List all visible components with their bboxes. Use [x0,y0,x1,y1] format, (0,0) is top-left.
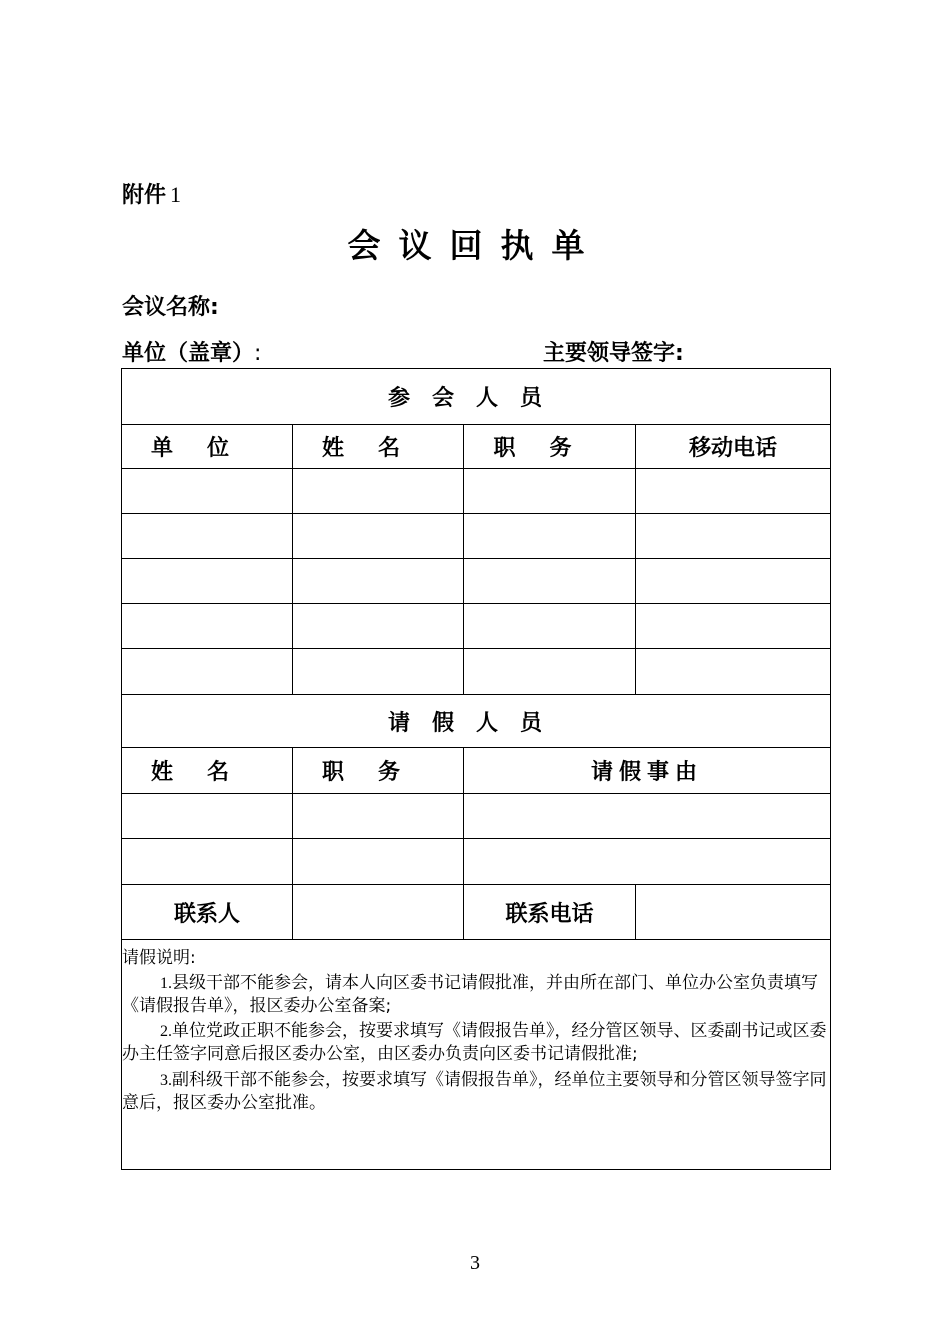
attendee-position-cell[interactable] [464,514,636,559]
note-number: 2. [160,1023,172,1040]
unit-colon: : [254,341,262,366]
note-item [122,1020,830,1066]
leave-header-reason: 请假事由 [464,748,831,794]
attendee-row [122,559,831,604]
leave-position-cell[interactable] [293,794,464,839]
note-item [122,972,830,1018]
leave-row [122,794,831,839]
attendee-name-cell[interactable] [293,514,464,559]
page-number: 3 [470,1252,480,1274]
attendees-header-position: 职务 [464,425,636,469]
leave-header-name: 姓名 [122,748,293,794]
unit-label [122,336,261,367]
attachment-text: 附件 [122,183,167,208]
attendee-name-cell[interactable] [293,604,464,649]
note-number: 1. [160,975,172,992]
leave-name-cell[interactable] [122,794,293,839]
attendee-unit-cell[interactable] [122,604,293,649]
attendee-mobile-cell[interactable] [636,649,831,695]
contact-phone-value[interactable] [636,885,831,940]
attendee-position-cell[interactable] [464,649,636,695]
attendees-header-mobile: 移动电话 [636,425,831,469]
leave-notes-cell [122,940,831,1170]
attendee-mobile-cell[interactable] [636,514,831,559]
attachment-number: 1 [170,182,182,207]
meeting-name-label: 会议名称: [122,295,219,320]
attendee-unit-cell[interactable] [122,469,293,514]
leave-header-position: 职务 [293,748,464,794]
attendee-name-cell[interactable] [293,649,464,695]
leave-row [122,839,831,885]
attendee-row [122,469,831,514]
attendee-name-cell[interactable] [293,559,464,604]
attendees-header-name: 姓名 [293,425,464,469]
attendee-name-cell[interactable] [293,469,464,514]
leader-signature-label: 主要领导签字: [543,341,684,366]
attendee-row [122,604,831,649]
attendee-mobile-cell[interactable] [636,604,831,649]
attendees-section-title: 参会人员 [122,369,831,425]
note-text: 单位党政正职不能参会，按要求填写《请假报告单》，经分管区领导、区委副书记或区委办主任签字同意后报区委办公室，由区委办负责向区委书记请假批准; [122,1021,827,1064]
note-number: 3. [160,1072,172,1089]
note-text: 县级干部不能参会，请本人向区委书记请假批准，并由所在部门、单位办公室负责填写《请假报告单》，报区委办公室备案; [122,973,818,1016]
leave-name-cell[interactable] [122,839,293,885]
attachment-label [122,178,181,209]
contact-phone-label: 联系电话 [464,885,636,940]
leave-reason-cell[interactable] [464,794,831,839]
leave-section-title: 请假人员 [122,695,831,748]
page-title: 会议回执单 [347,226,603,265]
contact-person-label: 联系人 [122,885,293,940]
attendee-unit-cell[interactable] [122,514,293,559]
contact-person-value[interactable] [293,885,464,940]
attendee-position-cell[interactable] [464,559,636,604]
unit-label-text: 单位（盖章） [122,341,255,366]
attendee-row [122,514,831,559]
attendee-unit-cell[interactable] [122,559,293,604]
attendee-position-cell[interactable] [464,604,636,649]
note-text: 副科级干部不能参会，按要求填写《请假报告单》，经单位主要领导和分管区领导签字同意后，报区委办公室批准。 [122,1070,827,1113]
attendee-mobile-cell[interactable] [636,559,831,604]
notes-title: 请假说明: [122,948,196,968]
leave-position-cell[interactable] [293,839,464,885]
attendee-mobile-cell[interactable] [636,469,831,514]
attendee-unit-cell[interactable] [122,649,293,695]
note-item [122,1069,830,1115]
leave-reason-cell[interactable] [464,839,831,885]
attendee-row [122,649,831,695]
receipt-form-table [121,368,831,1170]
attendee-position-cell[interactable] [464,469,636,514]
attendees-header-unit: 单位 [122,425,293,469]
